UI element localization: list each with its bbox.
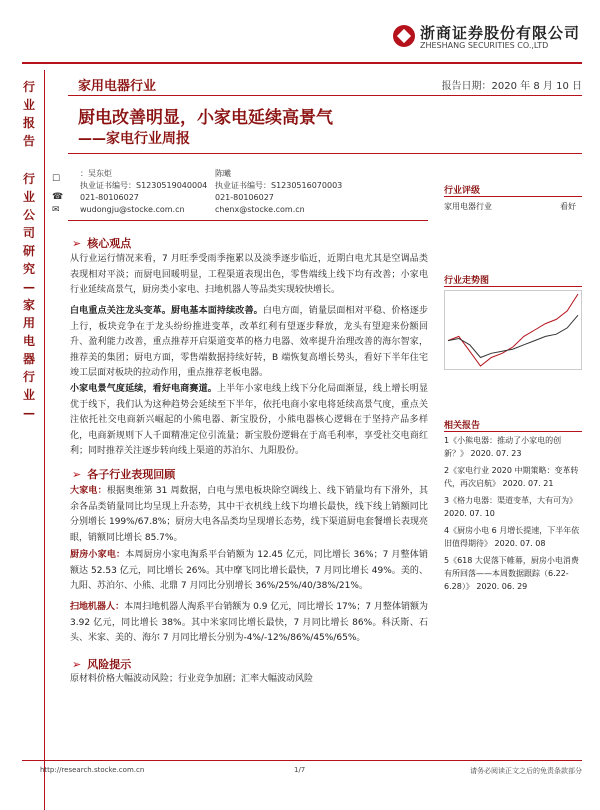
analyst-1-name: ：吴东炬 xyxy=(80,169,112,178)
trend-chart xyxy=(444,290,582,370)
trend-rule xyxy=(444,286,582,287)
rating-rule xyxy=(444,196,582,197)
analyst-1-cert: 执业证书编号：S1230519040004 xyxy=(80,181,208,190)
side-tag-report: 行业报告 xyxy=(22,80,35,148)
core-view-p3-body: 上半年小家电线上线下分化局面渐显，线上增长明显优于线下，我们认为这种趋势会延续至下半年，依托电商小家电将延续高景气度，重点关注依托社交电商新兴崛起的小熊电器、新宝股份，小熊电器核心逻辑在于坚持产品多样化，电商新规则下人千面精准定位引流量；新宝股份逻辑在于高毛利率，享受社交电商红利；同时推荐关注逐步转向线上渠道的苏泊尔、九阳股份。 xyxy=(70,384,428,456)
header-rule xyxy=(22,62,582,64)
footer-disclaimer: 请务必阅读正文之后的免责条款部分 xyxy=(470,767,582,775)
sector-review-label: 各子行业表现回顾 xyxy=(87,468,176,481)
rating-industry: 家用电器行业 xyxy=(444,202,492,211)
core-view-p2 xyxy=(70,304,428,382)
page-number: 1/7 xyxy=(294,766,306,774)
sector-kitchen-lead: 厨房小家电： xyxy=(70,550,126,560)
person-icon: ☐ xyxy=(52,174,61,184)
company-name-cn: 浙商证券股份有限公司 xyxy=(420,24,581,42)
related-reports-title: 相关报告 xyxy=(444,421,481,431)
section-arrow-icon: ➢ xyxy=(72,658,82,671)
section-arrow-icon: ➢ xyxy=(72,468,82,481)
side-tag-research: 行业公司研究—家用电器行业— xyxy=(22,172,35,420)
email-icon: ✉ xyxy=(52,205,60,215)
core-view-p1: 从行业运行情况来看，7 月旺季受雨季拖累以及淡季逐步临近，近期白电尤其是空调品类表现相对平淡；而厨电回暖明显，工程渠道表现出色，零售端线上线下均有改善；小家电行业延续高景气，厨房类小家电、扫地机器人等品类实现较快增长。 xyxy=(70,254,428,295)
footer-rule xyxy=(22,760,582,761)
analyst-1-phone: 021-80106027 xyxy=(80,193,139,202)
analyst-1 xyxy=(80,168,207,216)
sector-appliance-body: 根据奥维第 31 周数据，白电与黑电板块除空调线上、线下销量均有下滑外，其余各品类销量同比均呈现上升态势，其中干衣机线上线下均增长最快，线下线上销额同比分别增长 199%/67.8%；厨房大电各品类均呈现增长态势，线下渠道厨电套餐增长表现亮眼，销额同比增长 85.7%。 xyxy=(70,486,428,543)
related-report[interactable]: 5《618 大促落下帷幕，厨房小电消费有所回落——本周数据跟踪（6.22-6.28）》 2020. 06. 29 xyxy=(444,556,579,591)
sector-robot xyxy=(70,600,428,647)
risk-body: 原材料价格大幅波动风险；行业竞争加剧；汇率大幅波动风险 xyxy=(70,674,314,684)
section-arrow-icon: ➢ xyxy=(72,237,82,250)
analyst-2 xyxy=(215,168,342,216)
chart-frame xyxy=(445,291,582,370)
related-report[interactable]: 3《格力电器：渠道变革，大有可为》 2020. 07. 10 xyxy=(444,496,578,518)
side-rule xyxy=(44,70,45,810)
title-rule xyxy=(68,95,582,96)
company-name-en: ZHESHANG SECURITIES CO.,LTD xyxy=(420,41,549,50)
core-view-p3 xyxy=(70,382,428,460)
analyst-1-email[interactable]: wudongju@stocke.com.cn xyxy=(80,205,185,214)
footer-url[interactable]: http://research.stocke.com.cn xyxy=(40,766,145,774)
page-subtitle: ——家电行业周报 xyxy=(78,131,190,147)
core-view-p2-lead: 白电重点关注龙头变革。厨电基本面持续改善。 xyxy=(70,306,263,316)
analyst-2-cert: 执业证书编号：S1230516070003 xyxy=(215,181,343,190)
chart-series-2 xyxy=(448,315,578,357)
risk-title xyxy=(72,656,131,672)
industry-title: 家用电器行业 xyxy=(78,79,157,94)
sector-appliance-lead: 大家电： xyxy=(70,486,107,496)
rating-title: 行业评级 xyxy=(444,186,481,196)
core-view-label: 核心观点 xyxy=(87,237,132,250)
related-report[interactable]: 2《家电行业 2020 中期策略：变革转代，再次启航》 2020. 07. 21 xyxy=(444,466,579,488)
sector-robot-body: 本周扫地机器人淘系平台销额为 0.9 亿元，同比增长 17%；7 月整体销额为 3.92 亿元，同比增长 38%。其中米家同比增长最快，7 月同比增长 86%。科沃斯、石头、米家、美的、海尔 7 月同比增长分别为-4%/-12%/86%/45%/65%。 xyxy=(70,602,428,643)
core-view-p3-lead: 小家电景气度延续，看好电商赛道。 xyxy=(70,384,217,394)
phone-icon: ☎ xyxy=(52,192,64,202)
risk-label: 风险提示 xyxy=(87,658,132,671)
page-title: 厨电改善明显，小家电延续高景气 xyxy=(78,108,333,128)
company-logo-icon xyxy=(393,25,415,47)
related-report[interactable]: 1《小熊电器：推动了小家电的创新？》 2020. 07. 23 xyxy=(444,436,562,458)
analyst-2-email[interactable]: chenx@stocke.com.cn xyxy=(215,205,305,214)
analyst-2-phone: 021-80106027 xyxy=(215,193,274,202)
core-view-title xyxy=(72,235,131,251)
chart-series-1 xyxy=(448,294,578,366)
report-date: 报告日期：2020 年 8 月 10 日 xyxy=(441,81,582,92)
sector-review-title xyxy=(72,466,175,482)
rating-value: 看好 xyxy=(560,202,576,211)
analyst-rule-top xyxy=(68,153,582,154)
sector-kitchen xyxy=(70,548,428,595)
related-reports-list xyxy=(444,434,582,597)
analyst-rule-bottom xyxy=(68,220,428,221)
sector-robot-lead: 扫地机器人： xyxy=(70,602,125,612)
analyst-2-name: 陈曦 xyxy=(215,169,231,178)
related-report[interactable]: 4《厨房小电 6 月增长提速，下半年依旧值得期待》 2020. 07. 08 xyxy=(444,526,580,548)
core-view-p2-body: 白电方面，销量层面相对平稳、价格逐步上行，板块竞争在于龙头纷纷推进变革，改革红利有望逐步释放，龙头有望迎来份额回升、盈利能力改善，重点推荐开启渠道变革的格力电器、效率提升治理改善的海尔智家，推荐美的集团；厨电方面，零售端数据持续好转，B 端恢复高增长势头，看好下半年住宅竣工层面对板块的拉动作用，重点推荐老板电器。 xyxy=(70,306,428,378)
sector-kitchen-body: 本周厨房小家电淘系平台销额为 12.45 亿元，同比增长 36%；7 月整体销额达 52.53 亿元，同比增长 26%。其中摩飞同比增长最快，7 月同比增长 49%。美的、九阳、苏泊尔、小熊、北鼎 7 月同比分别增长 36%/25%/40/38%/21%。 xyxy=(70,550,428,591)
trend-title: 行业走势图 xyxy=(444,276,490,286)
sector-appliance xyxy=(70,484,428,546)
related-rule xyxy=(444,431,582,432)
